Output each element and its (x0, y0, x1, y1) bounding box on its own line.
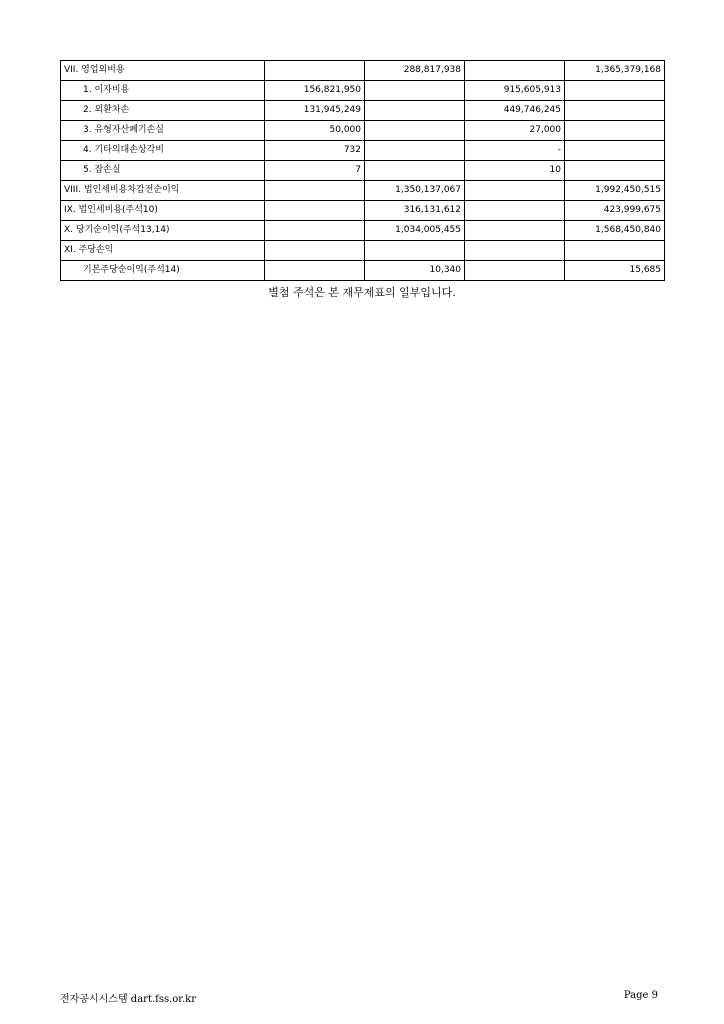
prior-detail-amount (465, 61, 565, 81)
table-row (61, 81, 665, 101)
table-row (61, 241, 665, 261)
current-total-amount (365, 141, 465, 161)
table-row (61, 221, 665, 241)
income-statement-body (61, 61, 665, 281)
row-label: XI. 주당손익 (61, 241, 265, 261)
prior-detail-amount (465, 261, 565, 281)
current-detail-amount: 732 (265, 141, 365, 161)
current-total-amount (365, 101, 465, 121)
current-detail-amount: 7 (265, 161, 365, 181)
prior-detail-amount (465, 201, 565, 221)
row-label: 5. 잡손실 (61, 161, 265, 181)
notes-statement: 별첨 주석은 본 재무제표의 일부입니다. (268, 286, 456, 299)
row-label: IX. 법인세비용(주석10) (61, 201, 265, 221)
current-total-amount: 10,340 (365, 261, 465, 281)
current-total-amount: 316,131,612 (365, 201, 465, 221)
prior-total-amount (565, 81, 665, 101)
prior-total-amount: 1,568,450,840 (565, 221, 665, 241)
prior-detail-amount (465, 241, 565, 261)
prior-total-amount (565, 101, 665, 121)
current-detail-amount: 131,945,249 (265, 101, 365, 121)
current-total-amount (365, 81, 465, 101)
row-label: X. 당기순이익(주석13,14) (61, 221, 265, 241)
prior-total-amount (565, 141, 665, 161)
prior-detail-amount: 10 (465, 161, 565, 181)
current-detail-amount (265, 241, 365, 261)
current-detail-amount (265, 261, 365, 281)
row-label: 기본주당순이익(주석14) (61, 261, 265, 281)
prior-detail-amount: 449,746,245 (465, 101, 565, 121)
row-label: VII. 영업외비용 (61, 61, 265, 81)
current-total-amount: 1,034,005,455 (365, 221, 465, 241)
table-row (61, 201, 665, 221)
prior-total-amount (565, 161, 665, 181)
current-total-amount (365, 241, 465, 261)
table-row (61, 161, 665, 181)
prior-total-amount: 423,999,675 (565, 201, 665, 221)
income-statement-table (60, 60, 665, 281)
prior-detail-amount: 915,605,913 (465, 81, 565, 101)
table-row (61, 181, 665, 201)
current-total-amount (365, 161, 465, 181)
current-total-amount: 288,817,938 (365, 61, 465, 81)
row-label: VIII. 법인세비용차감전순이익 (61, 181, 265, 201)
table-row (61, 141, 665, 161)
prior-detail-amount (465, 221, 565, 241)
row-label: 2. 외환차손 (61, 101, 265, 121)
prior-total-amount: 15,685 (565, 261, 665, 281)
row-label: 3. 유형자산폐기손실 (61, 121, 265, 141)
prior-detail-amount: 27,000 (465, 121, 565, 141)
current-total-amount: 1,350,137,067 (365, 181, 465, 201)
prior-detail-amount: - (465, 141, 565, 161)
table-row (61, 261, 665, 281)
row-label: 1. 이자비용 (61, 81, 265, 101)
current-detail-amount (265, 201, 365, 221)
table-row (61, 61, 665, 81)
prior-detail-amount (465, 181, 565, 201)
table-row (61, 101, 665, 121)
footer-source: 전자공시시스템 dart.fss.or.kr (60, 994, 197, 1005)
prior-total-amount (565, 121, 665, 141)
current-total-amount (365, 121, 465, 141)
current-detail-amount (265, 61, 365, 81)
current-detail-amount (265, 221, 365, 241)
prior-total-amount: 1,365,379,168 (565, 61, 665, 81)
current-detail-amount: 156,821,950 (265, 81, 365, 101)
row-label: 4. 기타의대손상각비 (61, 141, 265, 161)
prior-total-amount: 1,992,450,515 (565, 181, 665, 201)
table-row (61, 121, 665, 141)
current-detail-amount: 50,000 (265, 121, 365, 141)
footer-page-number: Page 9 (623, 990, 658, 1001)
prior-total-amount (565, 241, 665, 261)
current-detail-amount (265, 181, 365, 201)
